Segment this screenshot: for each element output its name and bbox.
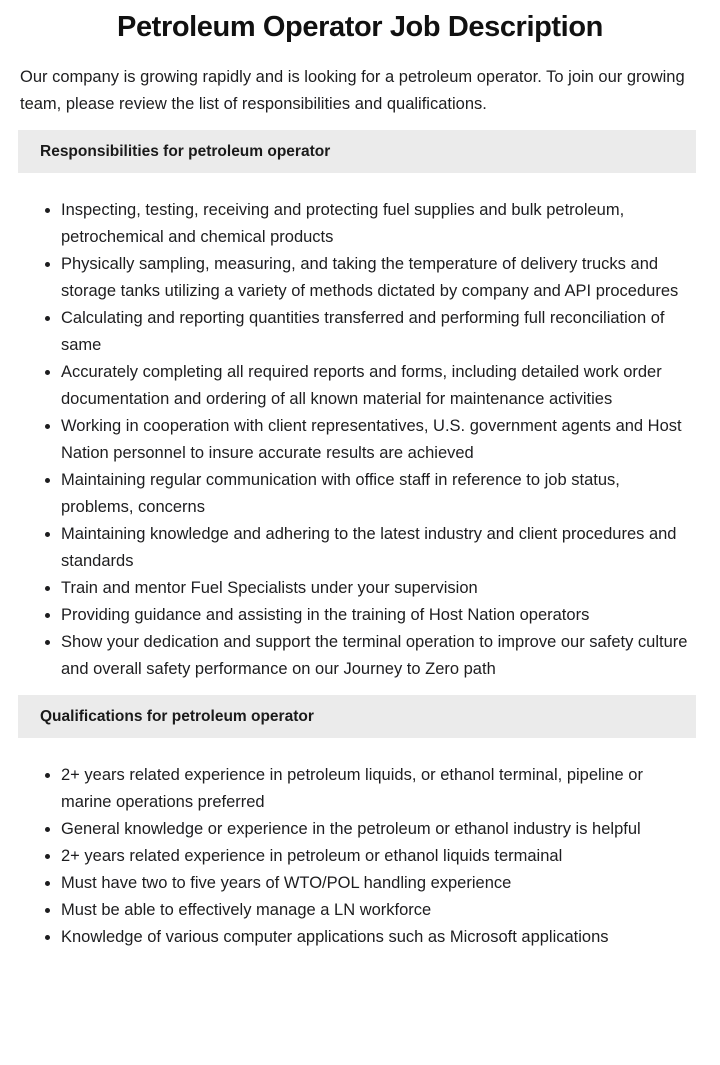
list-item: Accurately completing all required reports and forms, including detailed work order documentation and ordering of all known material for maintenance activities [61, 359, 696, 413]
qualifications-list [20, 762, 696, 951]
list-item: Maintaining knowledge and adhering to the latest industry and client procedures and standards [61, 521, 696, 575]
list-item: Train and mentor Fuel Specialists under your supervision [61, 575, 696, 602]
responsibilities-list [20, 197, 696, 683]
list-item: Must have two to five years of WTO/POL handling experience [61, 870, 696, 897]
list-item: 2+ years related experience in petroleum or ethanol liquids termainal [61, 843, 696, 870]
list-item: Providing guidance and assisting in the training of Host Nation operators [61, 602, 696, 629]
job-description-page [0, 8, 720, 976]
page-title: Petroleum Operator Job Description [117, 11, 603, 43]
responsibilities-section [0, 130, 720, 683]
list-item: Show your dedication and support the terminal operation to improve our safety culture and overall safety performance on our Journey to Zero path [61, 629, 696, 683]
list-item: General knowledge or experience in the petroleum or ethanol industry is helpful [61, 816, 696, 843]
qualifications-heading: Qualifications for petroleum operator [18, 695, 696, 738]
list-item: Working in cooperation with client representatives, U.S. government agents and Host Nation personnel to insure accurate results are achieved [61, 413, 696, 467]
list-item: Must be able to effectively manage a LN workforce [61, 897, 696, 924]
list-item: 2+ years related experience in petroleum liquids, or ethanol terminal, pipeline or marine operations preferred [61, 762, 696, 816]
list-item: Calculating and reporting quantities transferred and performing full reconciliation of same [61, 305, 696, 359]
intro-paragraph: Our company is growing rapidly and is looking for a petroleum operator. To join our growing team, please review the list of responsibilities and qualifications. [20, 68, 685, 113]
responsibilities-heading: Responsibilities for petroleum operator [18, 130, 696, 173]
list-item: Inspecting, testing, receiving and protecting fuel supplies and bulk petroleum, petrochemical and chemical products [61, 197, 696, 251]
list-item: Physically sampling, measuring, and taking the temperature of delivery trucks and storage tanks utilizing a variety of methods dictated by company and API procedures [61, 251, 696, 305]
list-item: Knowledge of various computer applications such as Microsoft applications [61, 924, 696, 951]
qualifications-section [0, 695, 720, 951]
list-item: Maintaining regular communication with office staff in reference to job status, problems, concerns [61, 467, 696, 521]
